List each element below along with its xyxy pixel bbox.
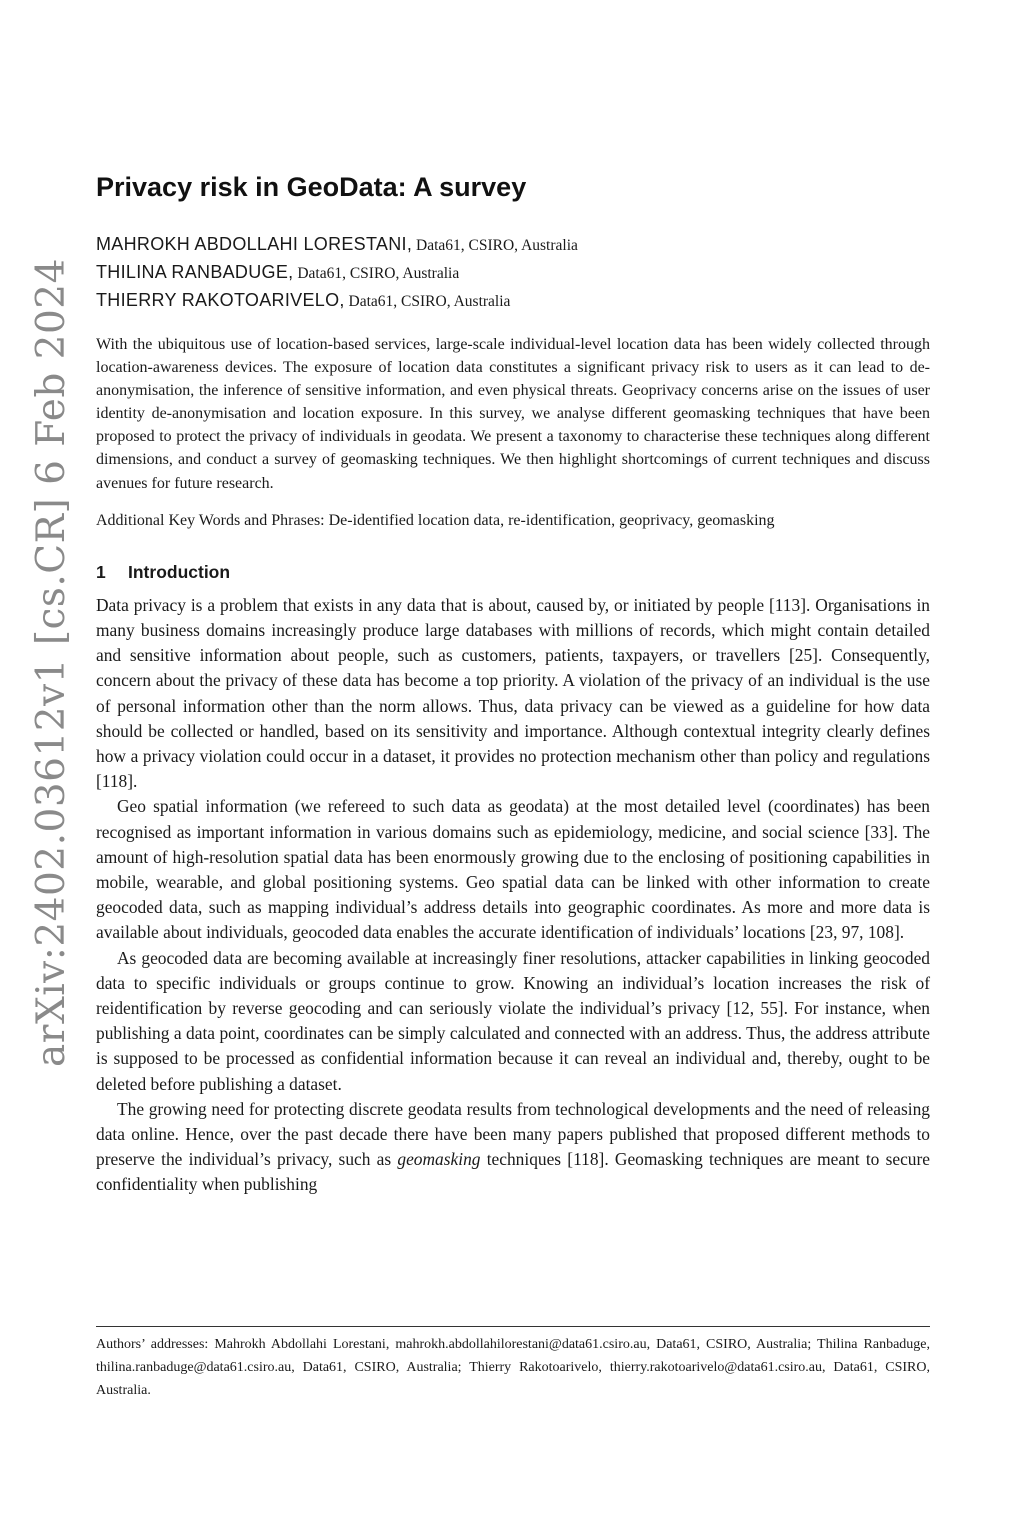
section-title: Introduction: [128, 561, 231, 582]
body-paragraph: [96, 1097, 930, 1198]
author-entry: [96, 231, 930, 259]
author-entry: [96, 287, 930, 315]
author-list: [96, 231, 930, 315]
author-affiliation: Data61, CSIRO, Australia: [344, 293, 511, 310]
author-affiliation: Data61, CSIRO, Australia: [412, 237, 578, 254]
paper-page: [96, 172, 930, 1198]
arxiv-identifier-stamp: [22, 258, 80, 1067]
body-paragraph: Geo spatial information (we refereed to such data as geodata) at the most detailed level (coordinates) has been recognised as important information in various domains such as epidemiology, medicine, and social science [33]. The amount of high-resolution spatial data has been enormously growing due to the enclosing of positioning capabilities in mobile, wearable, and global positioning systems. Geo spatial data can be linked with other information to create geocoded data, such as mapping individual’s address details into geographic coordinates. As more and more data is available about individuals, geocoded data enables the accurate identification of individuals’ locations [23, 97, 108].: [96, 796, 930, 943]
section-number: 1: [96, 561, 106, 582]
footnote-divider: [96, 1326, 930, 1327]
arxiv-identifier-text: arXiv:2402.03612v1 [cs.CR] 6 Feb 2024: [28, 258, 74, 1067]
author-affiliation: Data61, CSIRO, Australia: [293, 265, 460, 282]
section-heading: [96, 562, 930, 583]
body-paragraph: As geocoded data are becoming available at increasingly finer resolutions, attacker capabilities in linking geocoded data to specific individuals or groups continue to grow. Knowing an individual’s location increases the risk of reidentification by reverse geocoding and can seriously violate the individual’s privacy [12, 55]. For instance, when publishing a data point, coordinates can be simply calculated and connected with an address. Thus, the address attribute is supposed to be processed as confidential information because it can reveal an individual and, thereby, ought to be deleted before publishing a dataset.: [96, 947, 930, 1094]
author-name: MAHROKH ABDOLLAHI LORESTANI,: [96, 234, 413, 254]
author-addresses-footnote: Authors’ addresses: Mahrokh Abdollahi Lorestani, mahrokh.abdollahilorestani@data61.csiro.au, Data61, CSIRO, Australia; Thilina Ranbaduge, thilina.ranbaduge@data61.csiro.au, Data61, CSIRO, Australia; Thierry Rakotoarivelo, thierry.rakotoarivelo@data61.csiro.au, Data61, CSIRO, Australia.: [96, 1337, 930, 1398]
author-name: THIERRY RAKOTOARIVELO,: [96, 290, 345, 310]
author-name: THILINA RANBADUGE,: [96, 262, 294, 282]
body-paragraph: Data privacy is a problem that exists in any data that is about, caused by, or initiated by people [113]. Organisations in many business domains increasingly produce large databases with millions of records, which might contain detailed and sensitive information about people, such as customers, patients, taxpayers, or travellers [25]. Consequently, concern about the privacy of these data has become a top priority. A violation of the privacy of an individual is the use of personal information other than the norm allows. Thus, data privacy can be viewed as a guideline for how data should be collected or handled, based on its sensitivity and importance. Although contextual integrity clearly defines how a privacy violation could occur in a dataset, it provides no protection mechanism other than policy and regulations [118].: [96, 594, 930, 792]
author-entry: [96, 259, 930, 287]
emphasized-term: geomasking: [397, 1149, 481, 1170]
paragraph-text: techniques [118]. Geomasking techniques are meant to secure confidentiality when publishing: [96, 1149, 931, 1195]
paragraph-text: The growing need for protecting discrete geodata results from technological developments and the need of releasing data online. Hence, over the past decade there have been many papers published that proposed different methods to preserve the individual’s privacy, such as: [96, 1098, 930, 1170]
paper-title: Privacy risk in GeoData: A survey: [96, 172, 527, 202]
abstract: With the ubiquitous use of location-based services, large-scale individual-level location data has been widely collected through location-awareness devices. The exposure of location data constitutes a significant privacy risk to users as it can lead to de-anonymisation, the inference of sensitive information, and even physical threats. Geoprivacy concerns arise on the issues of user identity de-anonymisation and location exposure. In this survey, we analyse different geomasking techniques that have been proposed to protect the privacy of individuals in geodata. We present a taxonomy to characterise these techniques along different dimensions, and conduct a survey of geomasking techniques. We then highlight shortcomings of current techniques and discuss avenues for future research.: [96, 336, 930, 492]
keywords: Additional Key Words and Phrases: De-identified location data, re-identification, geoprivacy, geomasking: [96, 511, 775, 529]
